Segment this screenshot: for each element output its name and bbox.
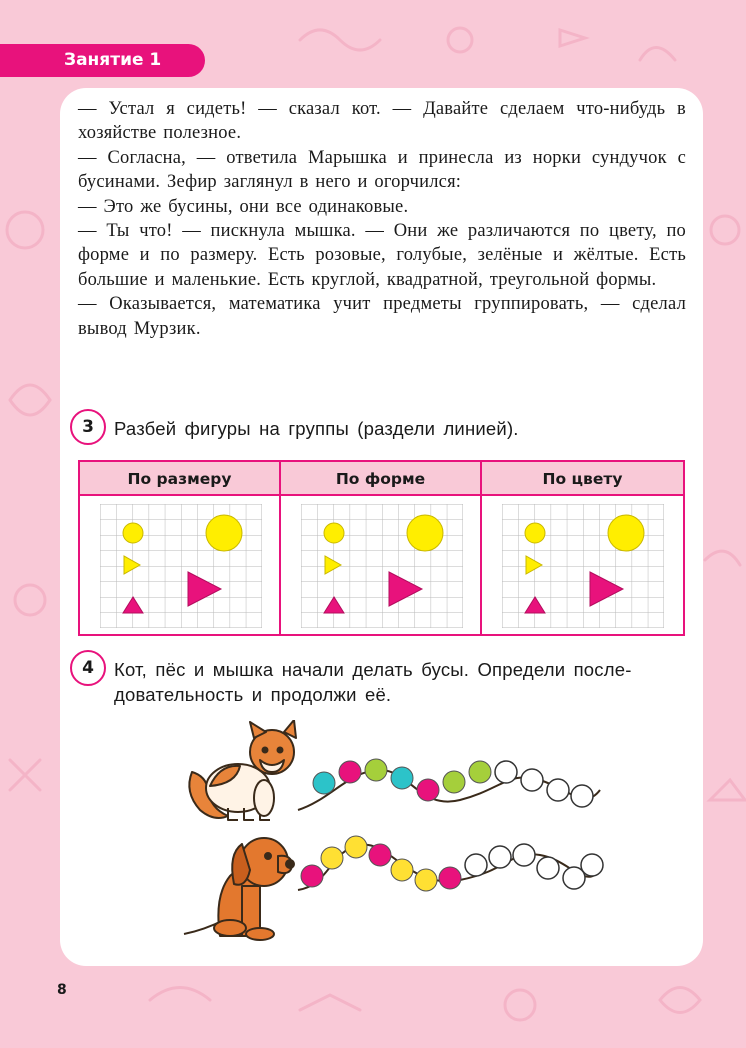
empty-bead[interactable] <box>537 857 559 879</box>
story-paragraph: — Это же бусины, они все одинаковые. <box>78 196 409 217</box>
bead <box>369 844 391 866</box>
bead <box>345 836 367 858</box>
task4-instruction-line1: Кот, пёс и мышка начали делать бусы. Определи после- <box>114 659 632 680</box>
bead <box>365 759 387 781</box>
bead <box>321 847 343 869</box>
story-paragraph: — Оказывается, математика учит предметы группировать, — сделал вывод Мурзик. <box>78 294 686 339</box>
cat-beads <box>313 759 593 807</box>
bead <box>391 767 413 789</box>
empty-bead[interactable] <box>581 854 603 876</box>
story-paragraph: — Устал я сидеть! — сказал кот. — Давайте сделаем что-нибудь в хозяйстве полезное. <box>78 99 686 144</box>
column-by-color <box>482 462 683 634</box>
big-yellow-circle <box>206 515 242 551</box>
empty-bead[interactable] <box>521 769 543 791</box>
column-by-size <box>80 462 281 634</box>
shape-grid-panel[interactable] <box>80 496 279 634</box>
task-number-3: 3 <box>70 409 106 445</box>
task3-instruction: Разбей фигуры на группы (раздели линией). <box>114 418 519 439</box>
column-by-shape <box>281 462 482 634</box>
bead <box>439 867 461 889</box>
task-number-4: 4 <box>70 650 106 686</box>
task4-instruction-line2: довательность и продолжи её. <box>114 684 392 705</box>
bead <box>469 761 491 783</box>
bead-illustration <box>180 720 620 950</box>
story-paragraph: — Ты что! — пискнула мышка. — Они же различаются по цвету, по форме и по размеру. Есть розовые, голубые, зелёные и жёлтые. Есть большие и маленькие. Есть круглой, квадратной, треугольной формы. <box>78 221 686 290</box>
bead <box>443 771 465 793</box>
column-header: По цвету <box>482 462 683 496</box>
page-number: 8 <box>57 982 67 998</box>
story-paragraph: — Согласна, — ответила Марышка и принесла из норки сундучок с бусинами. Зефир заглянул в него и огорчился: <box>78 147 686 193</box>
column-header: По форме <box>281 462 480 496</box>
dog-illustration <box>184 838 294 940</box>
shape-grid[interactable] <box>301 504 463 628</box>
empty-bead[interactable] <box>571 785 593 807</box>
shape-grouping-table <box>78 460 685 636</box>
small-yellow-circle <box>324 523 344 543</box>
empty-bead[interactable] <box>465 854 487 876</box>
bead <box>339 761 361 783</box>
shape-grid-panel[interactable] <box>482 496 683 634</box>
cat-illustration <box>189 720 296 820</box>
empty-bead[interactable] <box>513 844 535 866</box>
empty-bead[interactable] <box>547 779 569 801</box>
small-yellow-circle <box>123 523 143 543</box>
lesson-tab: Занятие 1 <box>0 44 205 77</box>
shape-grid[interactable] <box>502 504 664 628</box>
bead <box>417 779 439 801</box>
big-yellow-circle <box>608 515 644 551</box>
bead <box>415 869 437 891</box>
small-yellow-circle <box>525 523 545 543</box>
bead <box>301 865 323 887</box>
empty-bead[interactable] <box>495 761 517 783</box>
shape-grid[interactable] <box>100 504 262 628</box>
dog-beads <box>301 836 603 891</box>
bead <box>313 772 335 794</box>
column-header: По размеру <box>80 462 279 496</box>
bead <box>391 859 413 881</box>
story-text <box>78 97 686 341</box>
big-yellow-circle <box>407 515 443 551</box>
empty-bead[interactable] <box>489 846 511 868</box>
shape-grid-panel[interactable] <box>281 496 480 634</box>
